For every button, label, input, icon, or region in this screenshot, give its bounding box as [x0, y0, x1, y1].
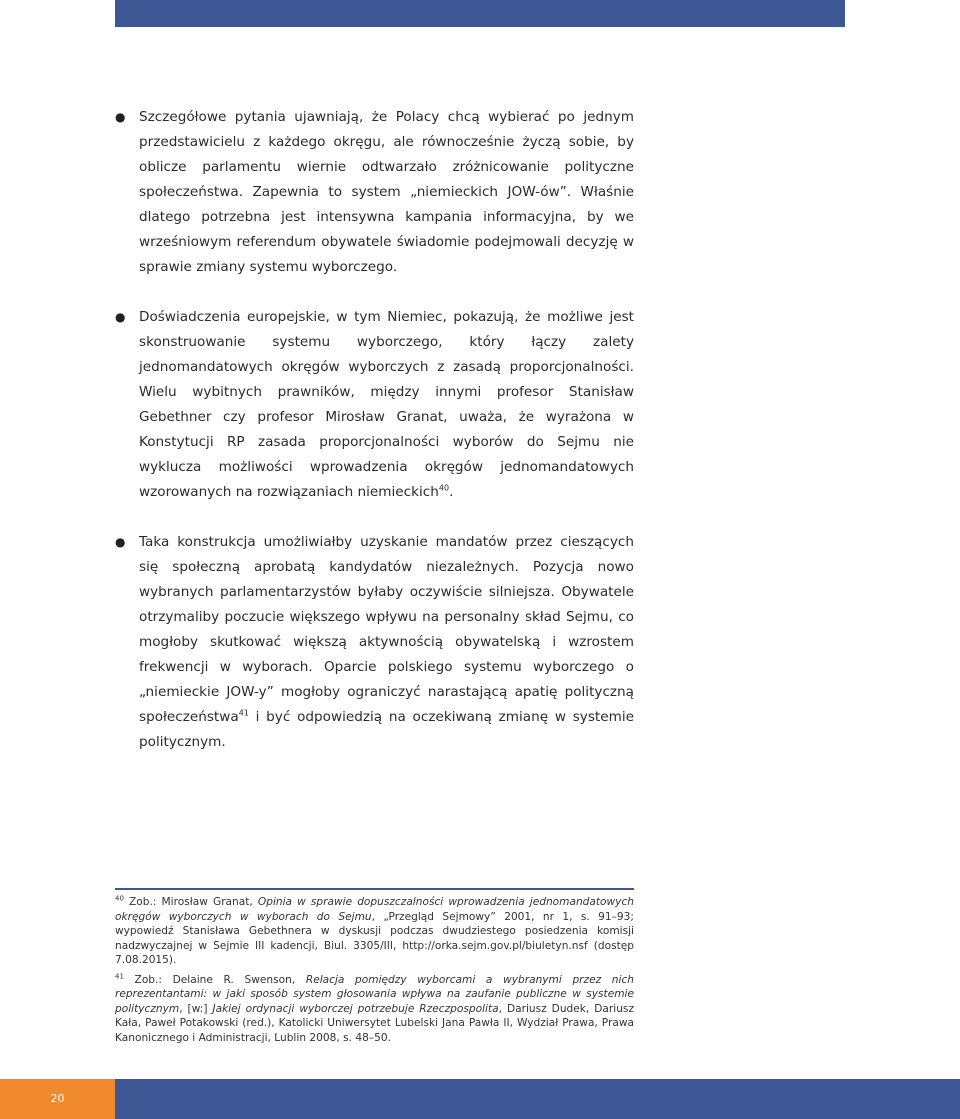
header-band	[115, 0, 845, 27]
page-number: 20	[50, 1092, 65, 1105]
bullet-text-body: Doświadczenia europejskie, w tym Niemiec, pokazują, że możliwe jest skonstruowanie systemu wyborczego, który łączy zalety jednomandatowych okręgów wyborczych z zasadą proporcjonalności. Wielu wybitnych prawników, między innymi profesor Stanisław Gebethner czy profesor Mirosław Granat, uważa, że wyrażona w Konstytucji RP zasada proporcjonalności wyborów do Sejmu nie wyklucza możliwości wprowadzenia okręgów jednomandatowych wzorowanych na rozwiązaniach niemieckich	[139, 309, 634, 500]
footnote-text: Zob.: Delaine R. Swenson,	[123, 973, 306, 986]
footnote-40	[115, 895, 634, 968]
footnote-text: , Dariusz Dudek, Dariusz Kała, Paweł Potakowski (red.), Katolicki Uniwersytet Lubelski Jana Pawła II, Wydział Prawa, Prawa Kanonicznego i Administracji, Lublin 2008, s. 48–50.	[115, 1002, 635, 1044]
footnote-title: Jakiej ordynacji wyborczej potrzebuje Rzeczpospolita	[212, 1002, 499, 1015]
footnote-title: Opinia w sprawie dopuszczalności wprowadzenia jednomandatowych okręgów wyborczych w wyborach do Sejmu	[115, 896, 634, 923]
bullet-text	[139, 530, 634, 755]
bullet-text	[139, 105, 634, 280]
bullet-item	[115, 305, 634, 505]
footnote-reference[interactable]: 41	[238, 708, 249, 718]
footnote-reference[interactable]: 40	[438, 483, 450, 493]
bullet-item	[115, 105, 634, 280]
bullet-text-body: Szczegółowe pytania ujawniają, że Polacy chcą wybierać po jednym przedstawicielu z każdego okręgu, ale równocześnie życzą sobie, by oblicze parlamentu wiernie odtwarzało zróżnicowanie polityczne społeczeństwa. Zapewnia to system „niemieckich JOW-ów”. Właśnie dlatego potrzebna jest intensywna kampania informacyjna, by we wrześniowym referendum obywatele świadomie podejmowali decyzję w sprawie zmiany systemu wyborczego.	[139, 109, 634, 275]
footnotes	[115, 888, 634, 1050]
bullet-text-end: .	[449, 484, 454, 500]
footer-band	[115, 1079, 960, 1119]
footnote-number: 41	[115, 971, 124, 980]
bullet-dot-icon: ●	[115, 110, 126, 124]
footnote-41	[115, 973, 634, 1046]
footnote-number: 40	[115, 894, 124, 903]
bullet-dot-icon: ●	[115, 535, 126, 549]
footnote-title: Relacja pomiędzy wyborcami a wybranymi przez nich reprezentantami: w jaki sposób system głosowania wpływa na zaufanie publiczne w systemie politycznym	[115, 973, 634, 1015]
footnote-text: , [w:]	[179, 1002, 213, 1015]
bullet-text-body: Taka konstrukcja umożliwiałby uzyskanie mandatów przez cieszących się społeczną aprobatą kandydatów niezależnych. Pozycja nowo wybranych parlamentarzystów byłaby oczywiście silniejsza. Obywatele otrzymaliby poczucie większego wpływu na personalny skład Sejmu, co mogłoby skutkować większą aktywnością obywatelską i wzrostem frekwencji w wyborach. Oparcie polskiego systemu wyborczego o „niemieckie JOW-y” mogłoby ograniczyć narastającą apatię polityczną społeczeństwa	[139, 534, 634, 725]
main-content	[115, 105, 634, 780]
bullet-text	[139, 305, 634, 505]
footnote-text: Zob.: Mirosław Granat,	[123, 896, 258, 908]
bullet-text-end: i być odpowiedzią na oczekiwaną zmianę w systemie politycznym.	[139, 709, 634, 750]
footnote-text: , „Przegląd Sejmowy” 2001, nr 1, s. 91–93; wypowiedź Stanisława Gebethnera w dyskusji podczas dwudziestego posiedzenia komisji nadzwyczajnej w Sejmie III kadencji, Biul. 3305/III, http://orka.sejm.gov.pl/biuletyn.nsf (dostęp 7.08.2015).	[115, 910, 634, 966]
bullet-dot-icon: ●	[115, 310, 126, 324]
bullet-item	[115, 530, 634, 755]
footnote-divider	[115, 888, 634, 890]
